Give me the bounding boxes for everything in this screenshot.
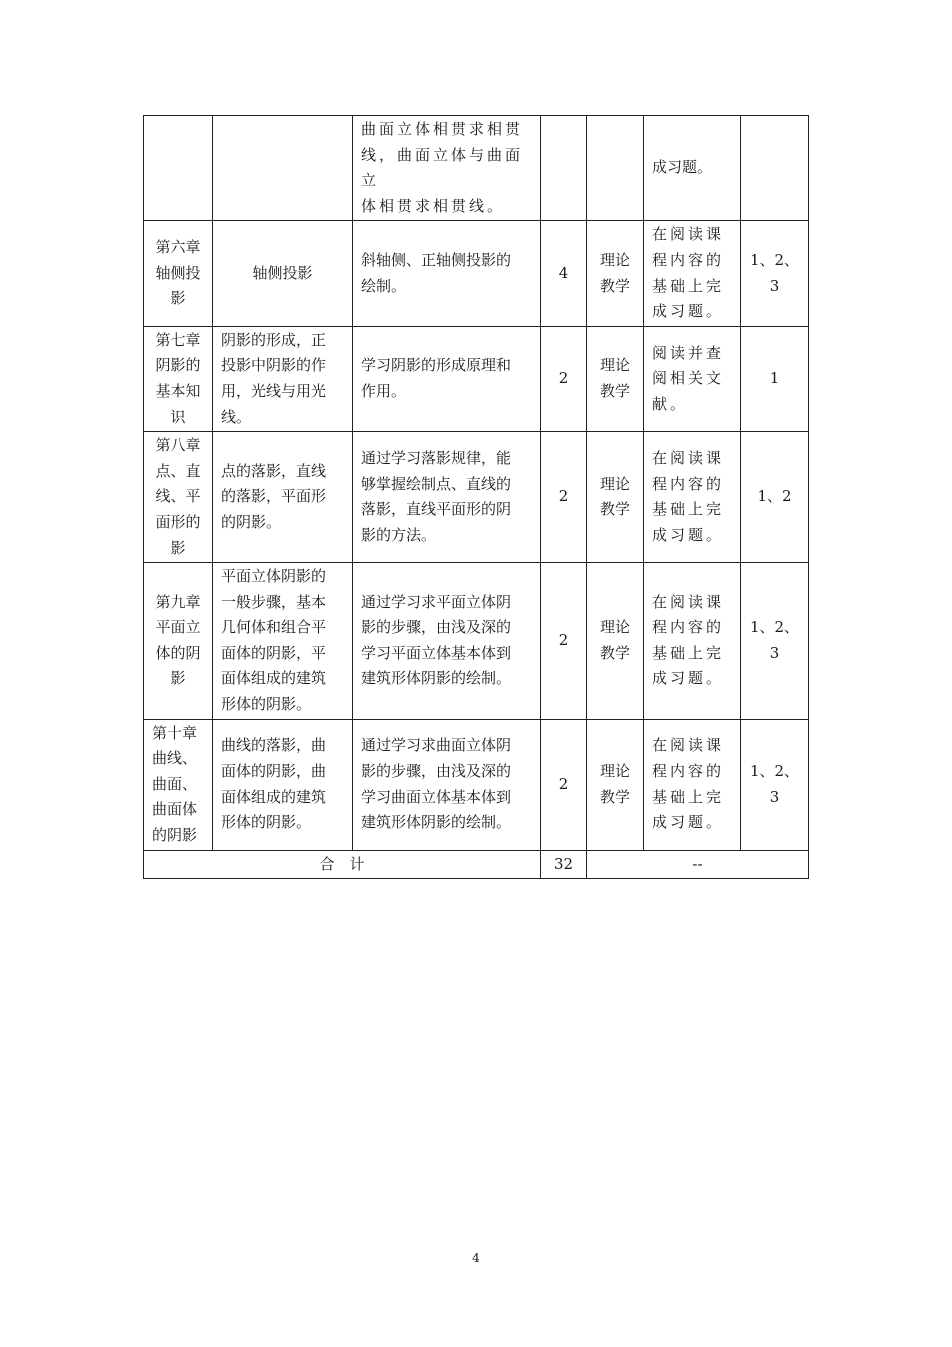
- goals-cell: [741, 116, 809, 221]
- chapter-cell: 第七章 阴影的 基本知 识: [144, 326, 213, 431]
- method-cell: 理论 教学: [587, 563, 644, 720]
- hours-cell: [541, 116, 587, 221]
- goals-cell: 1: [741, 326, 809, 431]
- assignment-cell: 在阅读课 程内容的 基础上完 成习题。: [644, 432, 741, 563]
- method-cell: 理论 教学: [587, 221, 644, 326]
- topics-cell: 点的落影，直线 的落影，平面形 的阴影。: [213, 432, 353, 563]
- total-hours: 32: [541, 850, 587, 879]
- content-cell: 通过学习求曲面立体阴 影的步骤，由浅及深的 学习曲面立体基本体到 建筑形体阴影的绘制。: [353, 719, 541, 850]
- goals-cell: 1、2: [741, 432, 809, 563]
- assignment-cell: 在阅读课 程内容的 基础上完 成习题。: [644, 719, 741, 850]
- hours-cell: 4: [541, 221, 587, 326]
- page-number: 4: [472, 1251, 480, 1265]
- hours-cell: 2: [541, 719, 587, 850]
- topics-cell: 轴侧投影: [213, 221, 353, 326]
- total-label: 合 计: [144, 850, 541, 879]
- assignment-cell: 在阅读课 程内容的 基础上完 成习题。: [644, 563, 741, 720]
- content-cell: 学习阴影的形成原理和 作用。: [353, 326, 541, 431]
- chapter-cell: 第十章 曲线、 曲面、 曲面体 的阴影: [144, 719, 213, 850]
- topics-cell: [213, 116, 353, 221]
- goals-cell: 1、2、 3: [741, 719, 809, 850]
- table-row: [144, 221, 809, 326]
- table-row: [144, 719, 809, 850]
- syllabus-table: [143, 115, 809, 879]
- table-row: [144, 563, 809, 720]
- topics-cell: 阴影的形成，正 投影中阴影的作 用，光线与用光 线。: [213, 326, 353, 431]
- content-cell: 通过学习求平面立体阴 影的步骤，由浅及深的 学习平面立体基本体到 建筑形体阴影的绘制。: [353, 563, 541, 720]
- total-rest: --: [587, 850, 809, 879]
- chapter-cell: [144, 116, 213, 221]
- chapter-cell: 第八章 点、直 线、平 面形的 影: [144, 432, 213, 563]
- goals-cell: 1、2、 3: [741, 221, 809, 326]
- topics-cell: 曲线的落影，曲 面体的阴影，曲 面体组成的建筑 形体的阴影。: [213, 719, 353, 850]
- content-cell: 通过学习落影规律，能 够掌握绘制点、直线的 落影，直线平面形的阴 影的方法。: [353, 432, 541, 563]
- method-cell: 理论 教学: [587, 326, 644, 431]
- assignment-cell: 成习题。: [644, 116, 741, 221]
- method-cell: 理论 教学: [587, 432, 644, 563]
- hours-cell: 2: [541, 432, 587, 563]
- assignment-cell: 在阅读课 程内容的 基础上完 成习题。: [644, 221, 741, 326]
- content-cell: 斜轴侧、正轴侧投影的 绘制。: [353, 221, 541, 326]
- chapter-cell: 第九章 平面立 体的阴 影: [144, 563, 213, 720]
- assignment-cell: 阅读并查 阅相关文 献。: [644, 326, 741, 431]
- hours-cell: 2: [541, 563, 587, 720]
- method-cell: 理论 教学: [587, 719, 644, 850]
- content-cell: 曲面立体相贯求相贯 线，曲面立体与曲面立 体相贯求相贯线。: [353, 116, 541, 221]
- chapter-cell: 第六章 轴侧投 影: [144, 221, 213, 326]
- table-row: [144, 116, 809, 221]
- total-row: [144, 850, 809, 879]
- hours-cell: 2: [541, 326, 587, 431]
- topics-cell: 平面立体阴影的 一般步骤，基本 几何体和组合平 面体的阴影，平 面体组成的建筑 形体的阴影。: [213, 563, 353, 720]
- table-row: [144, 432, 809, 563]
- table-row: [144, 326, 809, 431]
- goals-cell: 1、2、 3: [741, 563, 809, 720]
- method-cell: [587, 116, 644, 221]
